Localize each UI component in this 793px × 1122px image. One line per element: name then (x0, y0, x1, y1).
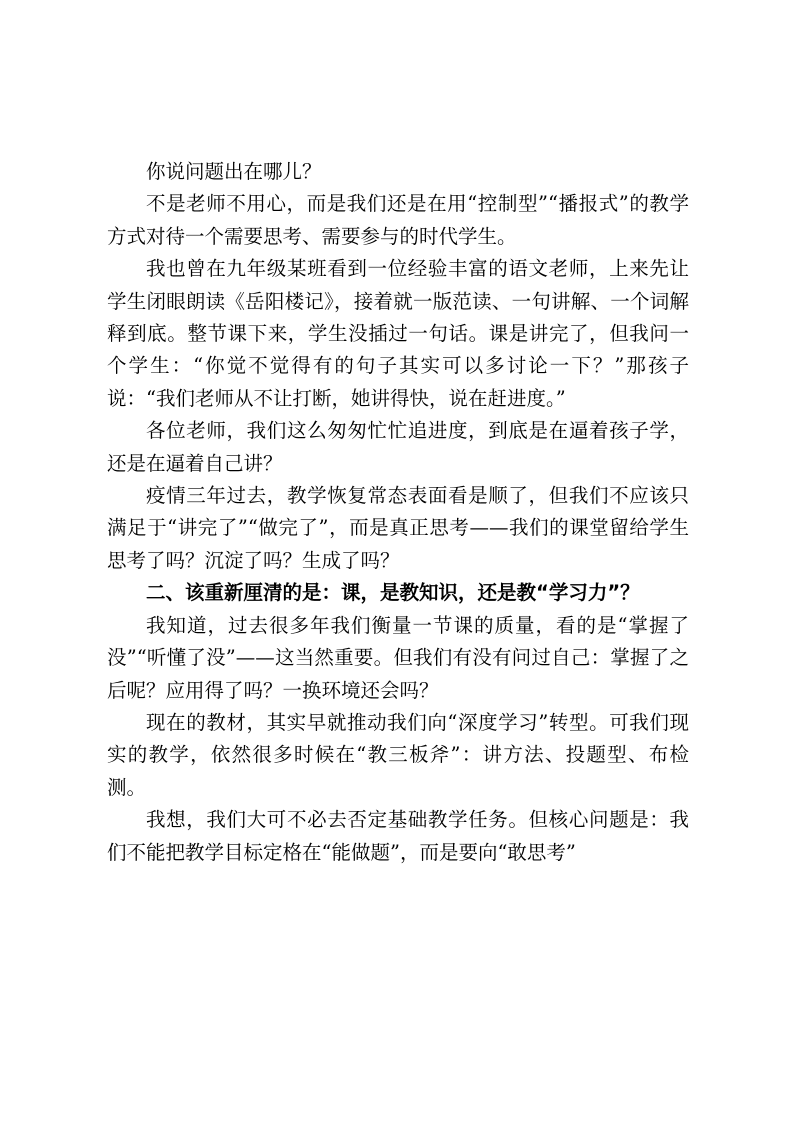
paragraph-core-problem: 我想，我们大可不必去否定基础教学任务。但核心问题是：我们不能把教学目标定格在“能做题”，而是要向“敢思考” (107, 808, 689, 864)
paragraph-teaching-style: 不是老师不用心，而是我们还是在用“控制型”“播报式”的教学方式对待一个需要思考、需要参与的时代学生。 (107, 192, 689, 248)
paragraph-post-pandemic: 疫情三年过去，教学恢复常态表面看是顺了，但我们不应该只满足于“讲完了”“做完了”，而是真正思考——我们的课堂留给学生思考了吗？沉淀了吗？生成了吗？ (107, 484, 689, 572)
paragraph-classroom-story: 我也曾在九年级某班看到一位经验丰富的语文老师，上来先让学生闭眼朗读《岳阳楼记》，接着就一版范读、一句讲解、一个词解释到底。整节课下来，学生没插过一句话。课是讲完了，但我问一个学生：“你觉不觉得有的句子其实可以多讨论一下？”那孩子说：“我们老师从不让打断，她讲得快，说在赶进度。” (107, 257, 689, 410)
document-page (107, 156, 689, 869)
paragraph-textbook-deep-learning: 现在的教材，其实早就推动我们向“深度学习”转型。可我们现实的教学，依然很多时候在“教三板斧”：讲方法、投题型、布检测。 (107, 710, 689, 799)
paragraph-lesson-quality: 我知道，过去很多年我们衡量一节课的质量，看的是“掌握了没”“听懂了没”——这当然重要。但我们有没有问过自己：掌握了之后呢？应用得了吗？一换环境还会吗？ (107, 613, 689, 702)
paragraph-rushing-progress: 各位老师，我们这么匆匆忙忙追进度，到底是在逼着孩子学，还是在逼着自己讲？ (107, 419, 689, 475)
section-heading: 二、该重新厘清的是：课，是教知识，还是教“学习力”？ (146, 581, 640, 605)
paragraph-question: 你说问题出在哪儿？ (146, 160, 322, 183)
